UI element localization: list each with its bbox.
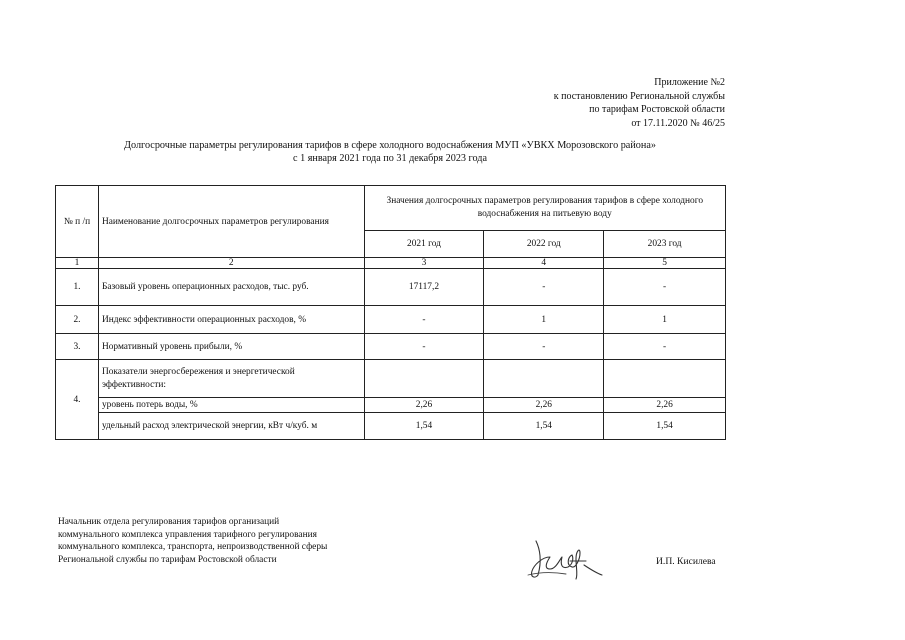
row-num: 2. (56, 306, 99, 334)
table-row (56, 360, 726, 398)
row-value: 1 (484, 306, 604, 334)
row-value: 1,54 (364, 413, 484, 440)
appendix-line: по тарифам Ростовской области (589, 104, 725, 115)
table-row (56, 334, 726, 360)
header-name: Наименование долгосрочных параметров регулирования (98, 186, 364, 258)
row-value: 2,26 (364, 398, 484, 413)
table-row (56, 398, 726, 413)
column-number-row (56, 258, 726, 269)
row-num: 3. (56, 334, 99, 360)
title-line: Долгосрочные параметры регулирования тарифов в сфере холодного водоснабжения МУП «УВКХ Морозовского района» (124, 140, 656, 151)
column-number: 3 (364, 258, 484, 269)
row-value: 1 (604, 306, 726, 334)
appendix-line: Приложение №2 (654, 77, 725, 88)
empty-cell (484, 360, 604, 398)
header-num: № п /п (56, 186, 99, 258)
row-heading: Показатели энергосбережения и энергетической эффективности: (98, 360, 364, 398)
header-year: 2021 год (364, 231, 484, 258)
parameters-table (55, 185, 726, 440)
row-value: - (484, 334, 604, 360)
row-value: 2,26 (604, 398, 726, 413)
signatory-line: коммунального комплекса, транспорта, непроизводственной сферы (58, 542, 328, 552)
header-year: 2022 год (484, 231, 604, 258)
row-value: - (484, 269, 604, 306)
row-value: 1,54 (484, 413, 604, 440)
row-num: 1. (56, 269, 99, 306)
header-values-group: Значения долгосрочных параметров регулирования тарифов в сфере холодного водоснабжения на питьевую воду (364, 186, 725, 231)
table-row (56, 269, 726, 306)
column-number: 5 (604, 258, 726, 269)
row-value: - (364, 306, 484, 334)
handwritten-signature (520, 535, 610, 588)
row-name: удельный расход электрической энергии, кВт ч/куб. м (98, 413, 364, 440)
row-value: 1,54 (604, 413, 726, 440)
column-number: 4 (484, 258, 604, 269)
row-name: Базовый уровень операционных расходов, тыс. руб. (98, 269, 364, 306)
row-num: 4. (56, 360, 99, 440)
signatory-position (58, 516, 327, 566)
row-name: уровень потерь воды, % (98, 398, 364, 413)
title-line: с 1 января 2021 года по 31 декабря 2023 года (293, 152, 487, 164)
empty-cell (364, 360, 484, 398)
row-value: 2,26 (484, 398, 604, 413)
signatory-line: Региональной службы по тарифам Ростовской области (58, 554, 277, 565)
column-number: 2 (98, 258, 364, 269)
document-title (0, 140, 780, 165)
row-name: Нормативный уровень прибыли, % (98, 334, 364, 360)
signatory-name: И.П. Кисилева (656, 556, 716, 567)
signatory-line: коммунального комплекса управления тарифного регулирования (58, 529, 317, 540)
empty-cell (604, 360, 726, 398)
row-value: 17117,2 (364, 269, 484, 306)
appendix-line: от 17.11.2020 № 46/25 (631, 117, 725, 129)
table-header-row (56, 186, 726, 231)
signatory-line: Начальник отдела регулирования тарифов организаций (58, 517, 280, 527)
row-value: - (604, 334, 726, 360)
column-number: 1 (56, 258, 99, 269)
row-name: Индекс эффективности операционных расходов, % (98, 306, 364, 334)
appendix-line: к постановлению Региональной службы (553, 90, 725, 102)
appendix-note (554, 76, 725, 130)
table-row (56, 306, 726, 334)
header-year: 2023 год (604, 231, 726, 258)
row-value: - (604, 269, 726, 306)
row-value: - (364, 334, 484, 360)
table-row (56, 413, 726, 440)
